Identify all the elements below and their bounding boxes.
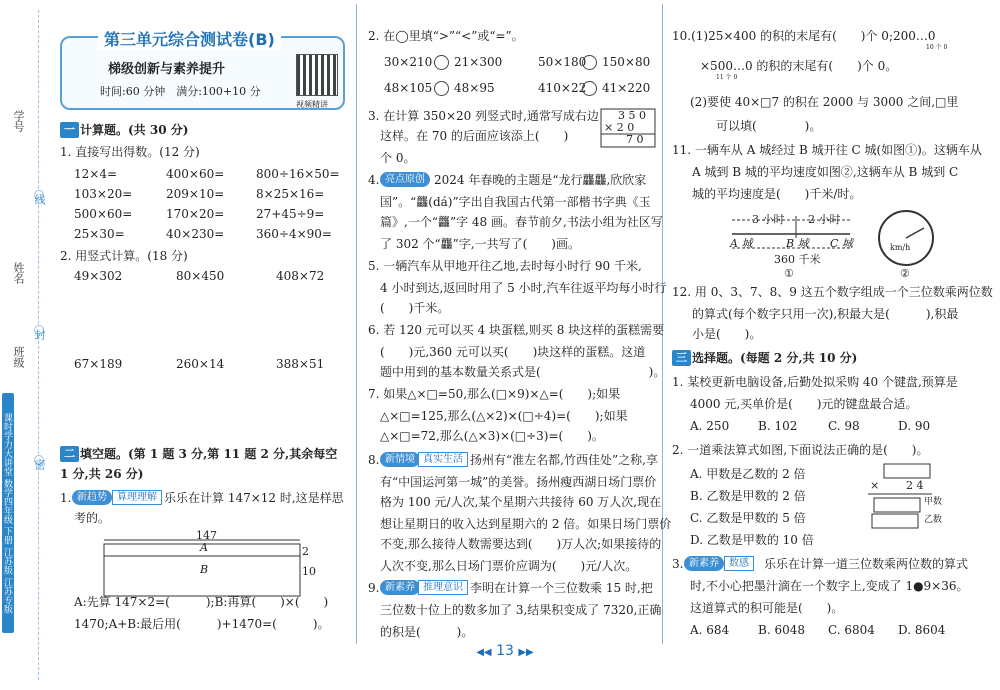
tag-badge: 真实生活 [418, 452, 468, 467]
calc-item: 27+45÷9= [256, 207, 325, 221]
question-text: 3. 在计算 350×20 列竖式时,通常写成右边 [368, 109, 599, 123]
question-text: 4 小时到达,返回时用了 5 小时,汽车往返平均每小时行 [380, 281, 667, 295]
question-text: ( )千米。 [380, 301, 450, 315]
calc-item: 8×25×16= [256, 187, 325, 201]
question-text: 6. 若 120 元可以买 4 块蛋糕,则买 8 块这样的蛋糕需要 [368, 323, 665, 337]
qr-label: 视频精讲 [296, 100, 328, 109]
calc-item: 25×30= [74, 227, 125, 241]
student-id-label: 学号 [12, 110, 25, 132]
calc-item: 12×4= [74, 167, 118, 181]
figure-label: 2 [302, 545, 309, 558]
question-text: 的算式(每个数字只用一次),积最大是( ),积最 [692, 307, 959, 321]
question-text: 小是( )。 [692, 327, 762, 341]
question-text: 乐乐在计算 147×12 时,这是样思 [164, 491, 344, 505]
compare-left: 48×105 [384, 81, 433, 95]
series-label: 课时学力大讲堂 数学四年级 下册 江苏版 江苏专版 [2, 412, 12, 614]
compare-blank[interactable] [582, 55, 597, 70]
figure-label: A [200, 541, 208, 554]
question-text: 7. 如果△×□=50,那么(□×9)×△=( );如果 [368, 387, 621, 401]
figure-label: 3 小时 [752, 213, 785, 226]
figure-label: ① [784, 267, 794, 280]
question-text: 2. 用竖式计算。(18 分) [60, 249, 188, 263]
cut-mark: 封 [33, 329, 46, 340]
question-text: A:先算 147×2=( );B:再算( )×( ) [74, 595, 329, 609]
calc-item: 500×60= [74, 207, 133, 221]
question-text: 扬州有“淮左名都,竹西佳处”之称,享 [470, 453, 658, 467]
question-text: 格为 100 元/人次,某个星期六共接待 60 万人次,现在 [380, 495, 662, 509]
tag-badge: 新素养 [684, 556, 724, 571]
figure-label: B [200, 563, 209, 576]
compare-blank[interactable] [434, 81, 449, 96]
tag-badge: 数感 [724, 556, 754, 571]
figure-label: C 城 [830, 237, 853, 250]
question-text: 有“中国运河第一城”的美誉。扬州瘦西湖日场门票价 [380, 475, 657, 489]
question-text: 11. 一辆车从 A 城经过 B 城开往 C 城(如图①)。这辆车从 [672, 143, 982, 157]
vertical-calc-item: 49×302 [74, 269, 123, 283]
page-number: 13 [496, 643, 514, 659]
calc-item: 800÷16×50= [256, 167, 340, 181]
test-subtitle: 梯级创新与素养提升 [108, 62, 226, 77]
section-title-cont: 1 分,共 26 分) [60, 467, 144, 481]
class-label: 班级 [12, 346, 25, 368]
option[interactable]: B. 乙数是甲数的 2 倍 [690, 489, 806, 503]
question-text: 2. 一道乘法算式如图,下面说法正确的是( )。 [672, 443, 929, 457]
question-text: 题中用到的基本数量关系式是( )。 [380, 365, 666, 379]
question-text: 12. 用 0、3、7、8、9 这五个数字组成一个三位数乘两位数 [672, 285, 993, 299]
question-text: 5. 一辆汽车从甲地开往乙地,去时每小时行 90 千米, [368, 259, 642, 273]
subscript-note: 10 个 0 [926, 44, 948, 51]
question-text: 国”。“龘(dá)”字出自我国古代第一部楷书字典《玉 [380, 195, 651, 209]
figure-label: B 城 [786, 237, 809, 250]
figure-label: × 2 0 [604, 121, 635, 134]
calc-item: 400×60= [166, 167, 225, 181]
compare-right: 41×220 [602, 81, 651, 95]
question-text: 可以填( )。 [716, 119, 822, 133]
next-page-icon[interactable]: ▶▶ [518, 647, 534, 658]
option[interactable]: D. 乙数是甲数的 10 倍 [690, 533, 814, 547]
question-text: A 城到 B 城的平均速度如图②,这辆车从 B 城到 C [692, 165, 959, 179]
tag-badge: 算理理解 [112, 490, 162, 505]
question-text: 篇》,一个“龘”字 48 画。春节前夕,书法小组为社区写 [380, 215, 663, 229]
figure-label: ② [900, 267, 910, 280]
vertical-calc-item: 408×72 [276, 269, 325, 283]
figure-label: 甲数 [924, 497, 943, 507]
prev-page-icon[interactable]: ◀◀ [476, 647, 492, 658]
calc-item: 40×230= [166, 227, 225, 241]
question-text: 了 302 个“龘”字,一共写了( )画。 [380, 237, 580, 251]
question-text: 这样。在 70 的后面应该添上( ) [380, 129, 569, 143]
option[interactable]: A. 250 [690, 419, 730, 433]
vertical-calc-item: 67×189 [74, 357, 123, 371]
question-text: 1. 直接写出得数。(12 分) [60, 145, 200, 159]
cut-mark: 线 [33, 194, 46, 205]
option[interactable]: C. 6804 [828, 623, 875, 637]
vertical-calc-item: 80×450 [176, 269, 225, 283]
column-divider [356, 4, 357, 644]
compare-right: 48×95 [454, 81, 495, 95]
question-text: ×500…0 的积的末尾有( )个 0。 [700, 59, 898, 73]
calc-item: 360÷4×90= [256, 227, 332, 241]
vertical-calc-item: 260×14 [176, 357, 225, 371]
option[interactable]: C. 98 [828, 419, 860, 433]
question-text: 乐乐在计算一道三位数乘两位数的算式 [764, 557, 969, 571]
option[interactable]: C. 乙数是甲数的 5 倍 [690, 511, 806, 525]
compare-left: 50×180 [538, 55, 587, 69]
question-text: 2. 在◯里填“>”“<”或“=”。 [368, 29, 524, 43]
figure-label: 2 4 [906, 479, 924, 492]
cut-mark: 密 [33, 459, 46, 470]
time-score: 时间:60 分钟 满分:100+10 分 [100, 85, 261, 98]
tag-badge: 新趋势 [72, 490, 112, 505]
compare-blank[interactable] [582, 81, 597, 96]
question-text: 1. 某校更新电脑设备,后勤处拟采购 40 个键盘,预算是 [672, 375, 958, 389]
question-text: 考的。 [74, 511, 111, 525]
tag-badge: 亮点原创 [380, 172, 430, 187]
compare-blank[interactable] [434, 55, 449, 70]
question-text: (2)要使 40×□7 的积在 2000 与 3000 之间,□里 [690, 95, 959, 109]
question-text: 个 0。 [380, 151, 416, 165]
question-text: ( )元,360 元可以买( )块这样的蛋糕。这道 [380, 345, 646, 359]
question-text: 2024 年春晚的主题是“龙行龘龘,欣欣家 [434, 173, 647, 187]
figure-label: 3 5 0 [618, 109, 646, 122]
compare-left: 30×210 [384, 55, 433, 69]
option[interactable]: D. 90 [898, 419, 931, 433]
figure-label: km/h [890, 243, 911, 252]
figure-label: 360 千米 [774, 253, 821, 266]
page-number-bar [470, 643, 540, 659]
figure-label: × [870, 479, 880, 492]
option[interactable]: A. 684 [690, 623, 730, 637]
question-text: 想让星期日的收入达到星期六的 2 倍。如果日场门票价 [380, 517, 672, 531]
subscript-note: 11 个 0 [716, 74, 738, 81]
option[interactable]: B. 102 [758, 419, 798, 433]
question-text: △×□=72,那么(△×3)×(□÷3)=( )。 [380, 429, 604, 443]
option[interactable]: A. 甲数是乙数的 2 倍 [690, 467, 806, 481]
figure-label: 2 小时 [808, 213, 841, 226]
figure-label: 10 [302, 565, 316, 578]
tag-badge: 新素养 [380, 580, 420, 595]
figure-label: 147 [196, 529, 217, 542]
figure-label: 7 0 [626, 133, 644, 146]
question-text: 这道算式的积可能是( )。 [690, 601, 844, 615]
calc-item: 209×10= [166, 187, 225, 201]
figure-label: A 城 [730, 237, 753, 250]
section-number: 二 [60, 446, 79, 462]
question-text: 4000 元,买单价是( )元的键盘最合适。 [690, 397, 918, 411]
figure-label: 乙数 [924, 515, 943, 525]
question-text: 1470;A+B:最后用( )+1470=( )。 [74, 617, 330, 631]
section-title: 选择题。(每题 2 分,共 10 分) [692, 351, 858, 365]
compare-right: 21×300 [454, 55, 503, 69]
option[interactable]: B. 6048 [758, 623, 805, 637]
question-text: 人次不变,那么日场门票价应调为( )元/人次。 [380, 559, 638, 573]
question-text: 城的平均速度是( )千米/时。 [692, 187, 862, 201]
speedometer-icon [874, 208, 938, 270]
binding-dashed-line [38, 10, 39, 680]
section-title: 填空题。(第 1 题 3 分,第 11 题 2 分,其余每空 [80, 447, 338, 461]
tag-badge: 新情境 [380, 452, 420, 467]
qr-code-icon[interactable] [296, 54, 338, 96]
name-label: 姓名 [12, 262, 25, 284]
question-text: 李明在计算一个三位数乘 15 时,把 [470, 581, 653, 595]
question-text: 不变,那么接待人数需要达到( )万人次;如果接待的 [380, 537, 662, 551]
compare-right: 150×80 [602, 55, 651, 69]
question-text: 的积是( )。 [380, 625, 474, 639]
calc-item: 170×20= [166, 207, 225, 221]
section-title: 计算题。(共 30 分) [80, 123, 189, 137]
tag-badge: 推理意识 [418, 580, 468, 595]
question-text: △×□=125,那么(△×2)×(□÷4)=( );如果 [380, 409, 628, 423]
question-text: 时,不小心把墨汁滴在一个数字上,变成了 1●9×36。 [690, 579, 969, 593]
compare-left: 410×22 [538, 81, 587, 95]
option[interactable]: D. 8604 [898, 623, 946, 637]
section-number: 一 [60, 122, 79, 138]
section-number: 三 [672, 350, 691, 366]
vertical-calc-item: 388×51 [276, 357, 325, 371]
calc-item: 103×20= [74, 187, 133, 201]
test-title: 第三单元综合测试卷(B) [98, 30, 281, 50]
question-text: 三位数十位上的数多加了 3,结果积变成了 7320,正确 [380, 603, 662, 617]
question-text: 10.(1)25×400 的积的末尾有( )个 0;200…0 [672, 29, 936, 43]
